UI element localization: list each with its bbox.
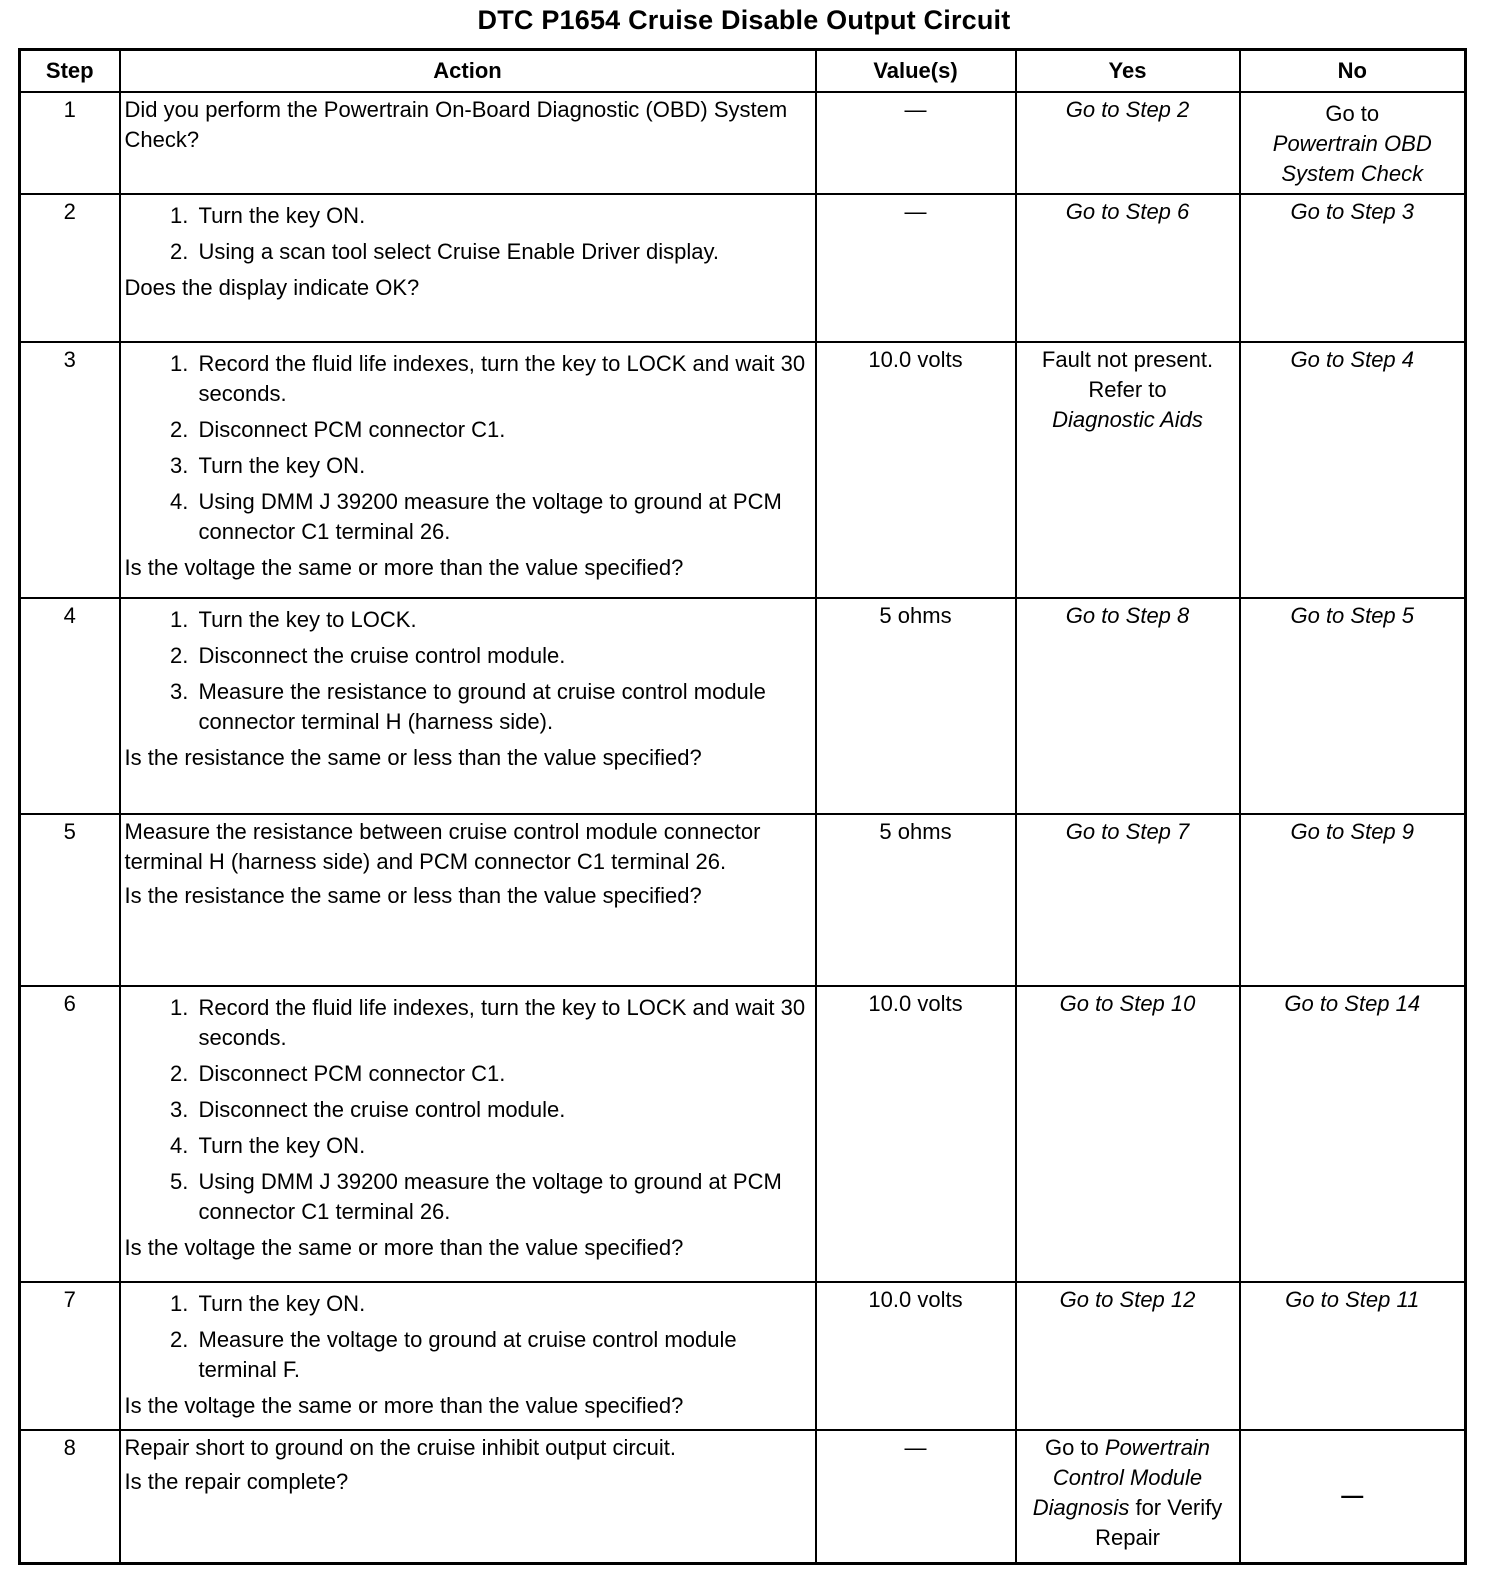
no-prefix: Go to: [1325, 100, 1380, 126]
step-number: 3: [20, 342, 120, 598]
action-question: Is the repair complete?: [124, 1468, 349, 1494]
table-row: [20, 986, 1466, 1282]
action-question: Is the voltage the same or more than the value specified?: [124, 1392, 684, 1418]
step-number: 5: [20, 814, 120, 986]
action-steps: [125, 1289, 811, 1385]
yes-link: Powertrain Control Module Diagnosis: [1032, 1434, 1211, 1520]
yes-cell: Go to Step 10: [1016, 986, 1240, 1282]
action-steps: [125, 349, 811, 547]
step-number: 7: [20, 1282, 120, 1430]
no-cell: Go to Step 3: [1240, 194, 1466, 342]
yes-cell: Go to Step 2: [1016, 92, 1240, 194]
table-row: [20, 342, 1466, 598]
page-title: DTC P1654 Cruise Disable Output Circuit: [477, 5, 1011, 35]
table-row: [20, 598, 1466, 814]
yes-cell: [1016, 342, 1240, 598]
yes-suffix: for Verify Repair: [1095, 1494, 1223, 1550]
header-row: [20, 50, 1466, 92]
action-text: Did you perform the Powertrain On-Board Diagnostic (OBD) System Check?: [124, 96, 788, 152]
list-item: 1. Turn the key ON.: [195, 201, 811, 231]
action-cell: [120, 1282, 816, 1430]
no-cell: Go to Step 5: [1240, 598, 1466, 814]
table-row: [20, 92, 1466, 194]
yes-prefix: Fault not present. Refer to: [1041, 346, 1214, 402]
table-row: [20, 1430, 1466, 1564]
header-action: Action: [120, 50, 816, 92]
action-text: Repair short to ground on the cruise inhibit output circuit.: [124, 1434, 677, 1460]
yes-link: Diagnostic Aids: [1052, 406, 1203, 432]
list-item: 2. Disconnect PCM connector C1.: [195, 1059, 811, 1089]
list-item: 2. Disconnect the cruise control module.: [195, 641, 811, 671]
step-number: 4: [20, 598, 120, 814]
list-item: 1. Record the fluid life indexes, turn the key to LOCK and wait 30 seconds.: [195, 993, 811, 1053]
no-link: Powertrain OBD System Check: [1272, 130, 1432, 186]
yes-cell: Go to Step 7: [1016, 814, 1240, 986]
header-no: No: [1240, 50, 1466, 92]
action-question: Does the display indicate OK?: [124, 274, 420, 300]
value-cell: 10.0 volts: [816, 342, 1016, 598]
step-number: 2: [20, 194, 120, 342]
action-text: Measure the resistance between cruise control module connector terminal H (harness side) and PCM connector C1 terminal 26.: [124, 818, 761, 874]
yes-cell: Go to Step 8: [1016, 598, 1240, 814]
list-item: 2. Using a scan tool select Cruise Enable Driver display.: [195, 237, 811, 267]
value-cell: —: [816, 1430, 1016, 1564]
step-number: 6: [20, 986, 120, 1282]
list-item: 3. Measure the resistance to ground at cruise control module connector terminal H (harness side).: [195, 677, 811, 737]
yes-cell: [1016, 1430, 1240, 1564]
yes-prefix: Go to: [1044, 1434, 1099, 1460]
diagnostic-table: [18, 48, 1467, 1565]
list-item: 4. Turn the key ON.: [195, 1131, 811, 1161]
list-item: 2. Disconnect PCM connector C1.: [195, 415, 811, 445]
no-cell: [1240, 92, 1466, 194]
action-cell: [120, 598, 816, 814]
list-item: 1. Turn the key to LOCK.: [195, 605, 811, 635]
list-item: 3. Disconnect the cruise control module.: [195, 1095, 811, 1125]
table-row: [20, 1282, 1466, 1430]
list-item: 3. Turn the key ON.: [195, 451, 811, 481]
list-item: 4. Using DMM J 39200 measure the voltage to ground at PCM connector C1 terminal 26.: [195, 487, 811, 547]
value-cell: 10.0 volts: [816, 986, 1016, 1282]
list-item: 2. Measure the voltage to ground at cruise control module terminal F.: [195, 1325, 811, 1385]
value-cell: —: [816, 194, 1016, 342]
list-item: 1. Record the fluid life indexes, turn the key to LOCK and wait 30 seconds.: [195, 349, 811, 409]
yes-cell: Go to Step 12: [1016, 1282, 1240, 1430]
action-cell: [120, 814, 816, 986]
table-row: [20, 814, 1466, 986]
action-question: Is the resistance the same or less than the value specified?: [124, 882, 702, 908]
yes-cell: Go to Step 6: [1016, 194, 1240, 342]
header-step: Step: [20, 50, 120, 92]
action-cell: [120, 342, 816, 598]
header-yes: Yes: [1016, 50, 1240, 92]
action-cell: [120, 92, 816, 194]
value-cell: 5 ohms: [816, 814, 1016, 986]
value-cell: 10.0 volts: [816, 1282, 1016, 1430]
no-cell: —: [1240, 1430, 1466, 1564]
step-number: 8: [20, 1430, 120, 1564]
no-cell: Go to Step 9: [1240, 814, 1466, 986]
action-question: Is the voltage the same or more than the value specified?: [124, 554, 684, 580]
no-cell: Go to Step 11: [1240, 1282, 1466, 1430]
no-cell: Go to Step 14: [1240, 986, 1466, 1282]
value-cell: —: [816, 92, 1016, 194]
list-item: 1. Turn the key ON.: [195, 1289, 811, 1319]
action-cell: [120, 1430, 816, 1564]
list-item: 5. Using DMM J 39200 measure the voltage to ground at PCM connector C1 terminal 26.: [195, 1167, 811, 1227]
step-number: 1: [20, 92, 120, 194]
action-steps: [125, 605, 811, 737]
action-question: Is the resistance the same or less than the value specified?: [124, 744, 702, 770]
table-row: [20, 194, 1466, 342]
action-cell: [120, 986, 816, 1282]
action-steps: [125, 201, 811, 267]
action-question: Is the voltage the same or more than the value specified?: [124, 1234, 684, 1260]
header-values: Value(s): [816, 50, 1016, 92]
action-steps: [125, 993, 811, 1227]
no-cell: Go to Step 4: [1240, 342, 1466, 598]
value-cell: 5 ohms: [816, 598, 1016, 814]
action-cell: [120, 194, 816, 342]
